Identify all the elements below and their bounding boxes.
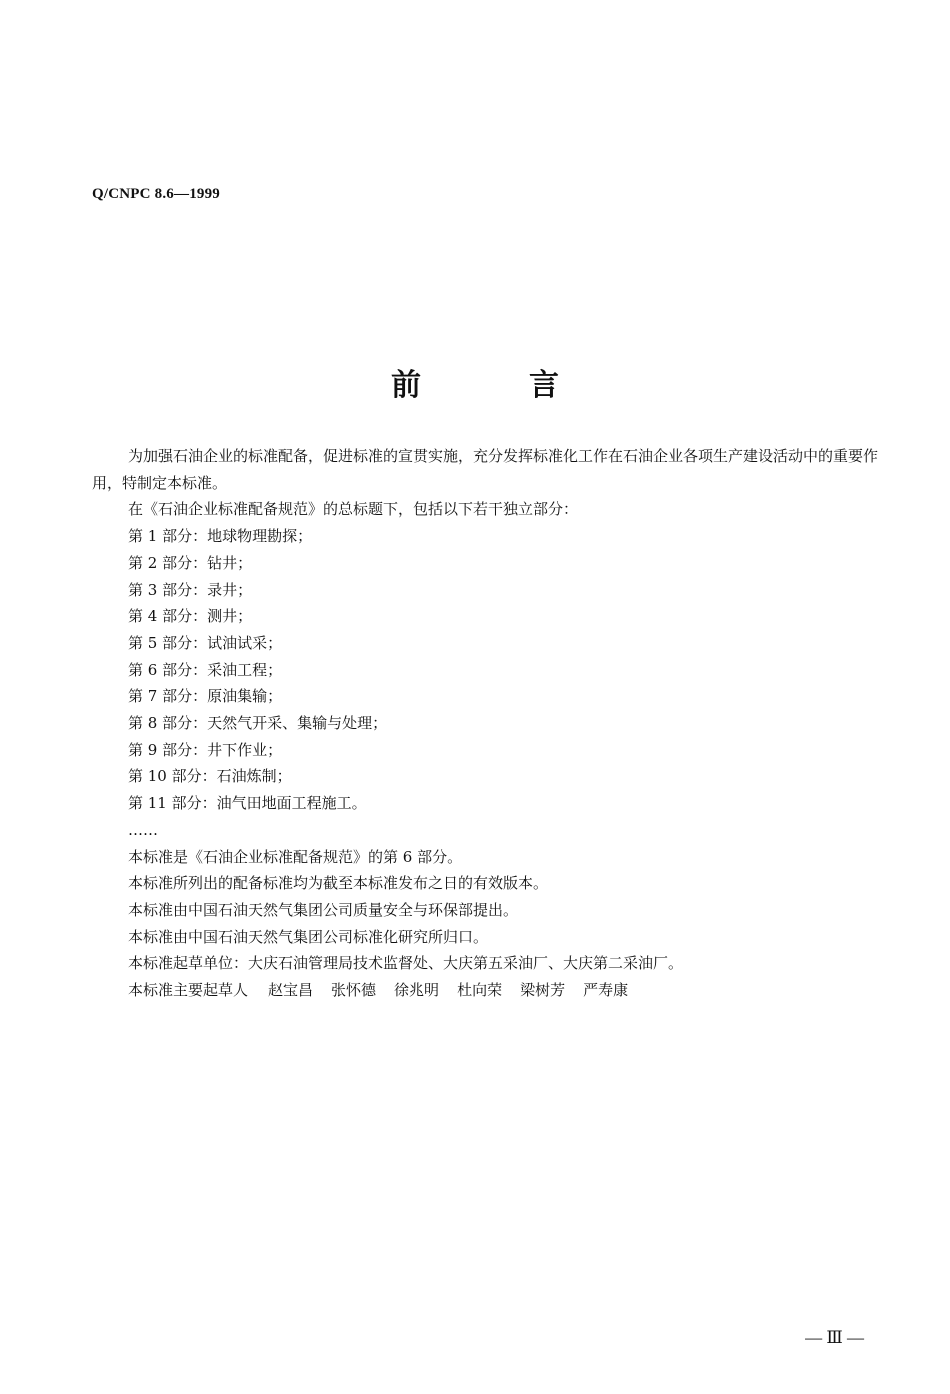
- list-item: 第 1 部分：地球物理勘探；: [128, 527, 313, 546]
- list-item: 第 6 部分：采油工程；: [128, 660, 283, 679]
- title-char-1: 前: [391, 368, 421, 403]
- drafter-name: 梁树芳: [520, 981, 566, 1000]
- list-item: 第 11 部分：油气田地面工程施工。: [128, 794, 367, 813]
- statement: 本标准由中国石油天然气集团公司标准化研究所归口。: [128, 927, 489, 946]
- page-title: [0, 360, 950, 404]
- drafter-name: 赵宝昌: [268, 981, 314, 1000]
- drafter-name: 严寿康: [583, 981, 629, 1000]
- page-number: — Ⅲ —: [805, 1328, 864, 1347]
- drafter-name: 张怀德: [331, 981, 377, 1000]
- statement: 本标准起草单位：大庆石油管理局技术监督处、大庆第五采油厂、大庆第二采油厂。: [128, 954, 684, 973]
- drafter-name: 徐兆明: [394, 981, 440, 1000]
- drafters-label: 本标准主要起草人: [128, 981, 249, 1000]
- document-body: [92, 443, 888, 1004]
- statement: 本标准由中国石油天然气集团公司质量安全与环保部提出。: [128, 900, 519, 919]
- statement: 本标准是《石油企业标准配备规范》的第 6 部分。: [128, 847, 463, 866]
- statement: 本标准所列出的配备标准均为截至本标准发布之日的有效版本。: [128, 874, 549, 893]
- list-item: 第 8 部分：天然气开采、集输与处理；: [128, 714, 388, 733]
- list-item: 第 10 部分：石油炼制；: [128, 767, 292, 786]
- series-intro: 在《石油企业标准配备规范》的总标题下，包括以下若干独立部分：: [128, 500, 579, 519]
- list-item: 第 2 部分：钻井；: [128, 553, 253, 572]
- standard-code: Q/CNPC 8.6—1999: [92, 186, 220, 202]
- title-char-2: 言: [529, 368, 559, 403]
- parts-list: [92, 523, 888, 843]
- list-item: 第 5 部分：试油试采；: [128, 633, 283, 652]
- list-item: 第 7 部分：原油集输；: [128, 687, 283, 706]
- drafters-line: [92, 977, 888, 1004]
- list-item: 第 4 部分：测井；: [128, 607, 253, 626]
- ellipsis: ……: [128, 820, 158, 839]
- drafter-name: 杜向荣: [457, 981, 503, 1000]
- list-item: 第 3 部分：录井；: [128, 580, 253, 599]
- intro-paragraph: 为加强石油企业的标准配备，促进标准的宣贯实施，充分发挥标准化工作在石油企业各项生产建设活动中的重要作用，特制定本标准。: [92, 447, 879, 492]
- list-item: 第 9 部分：井下作业；: [128, 740, 283, 759]
